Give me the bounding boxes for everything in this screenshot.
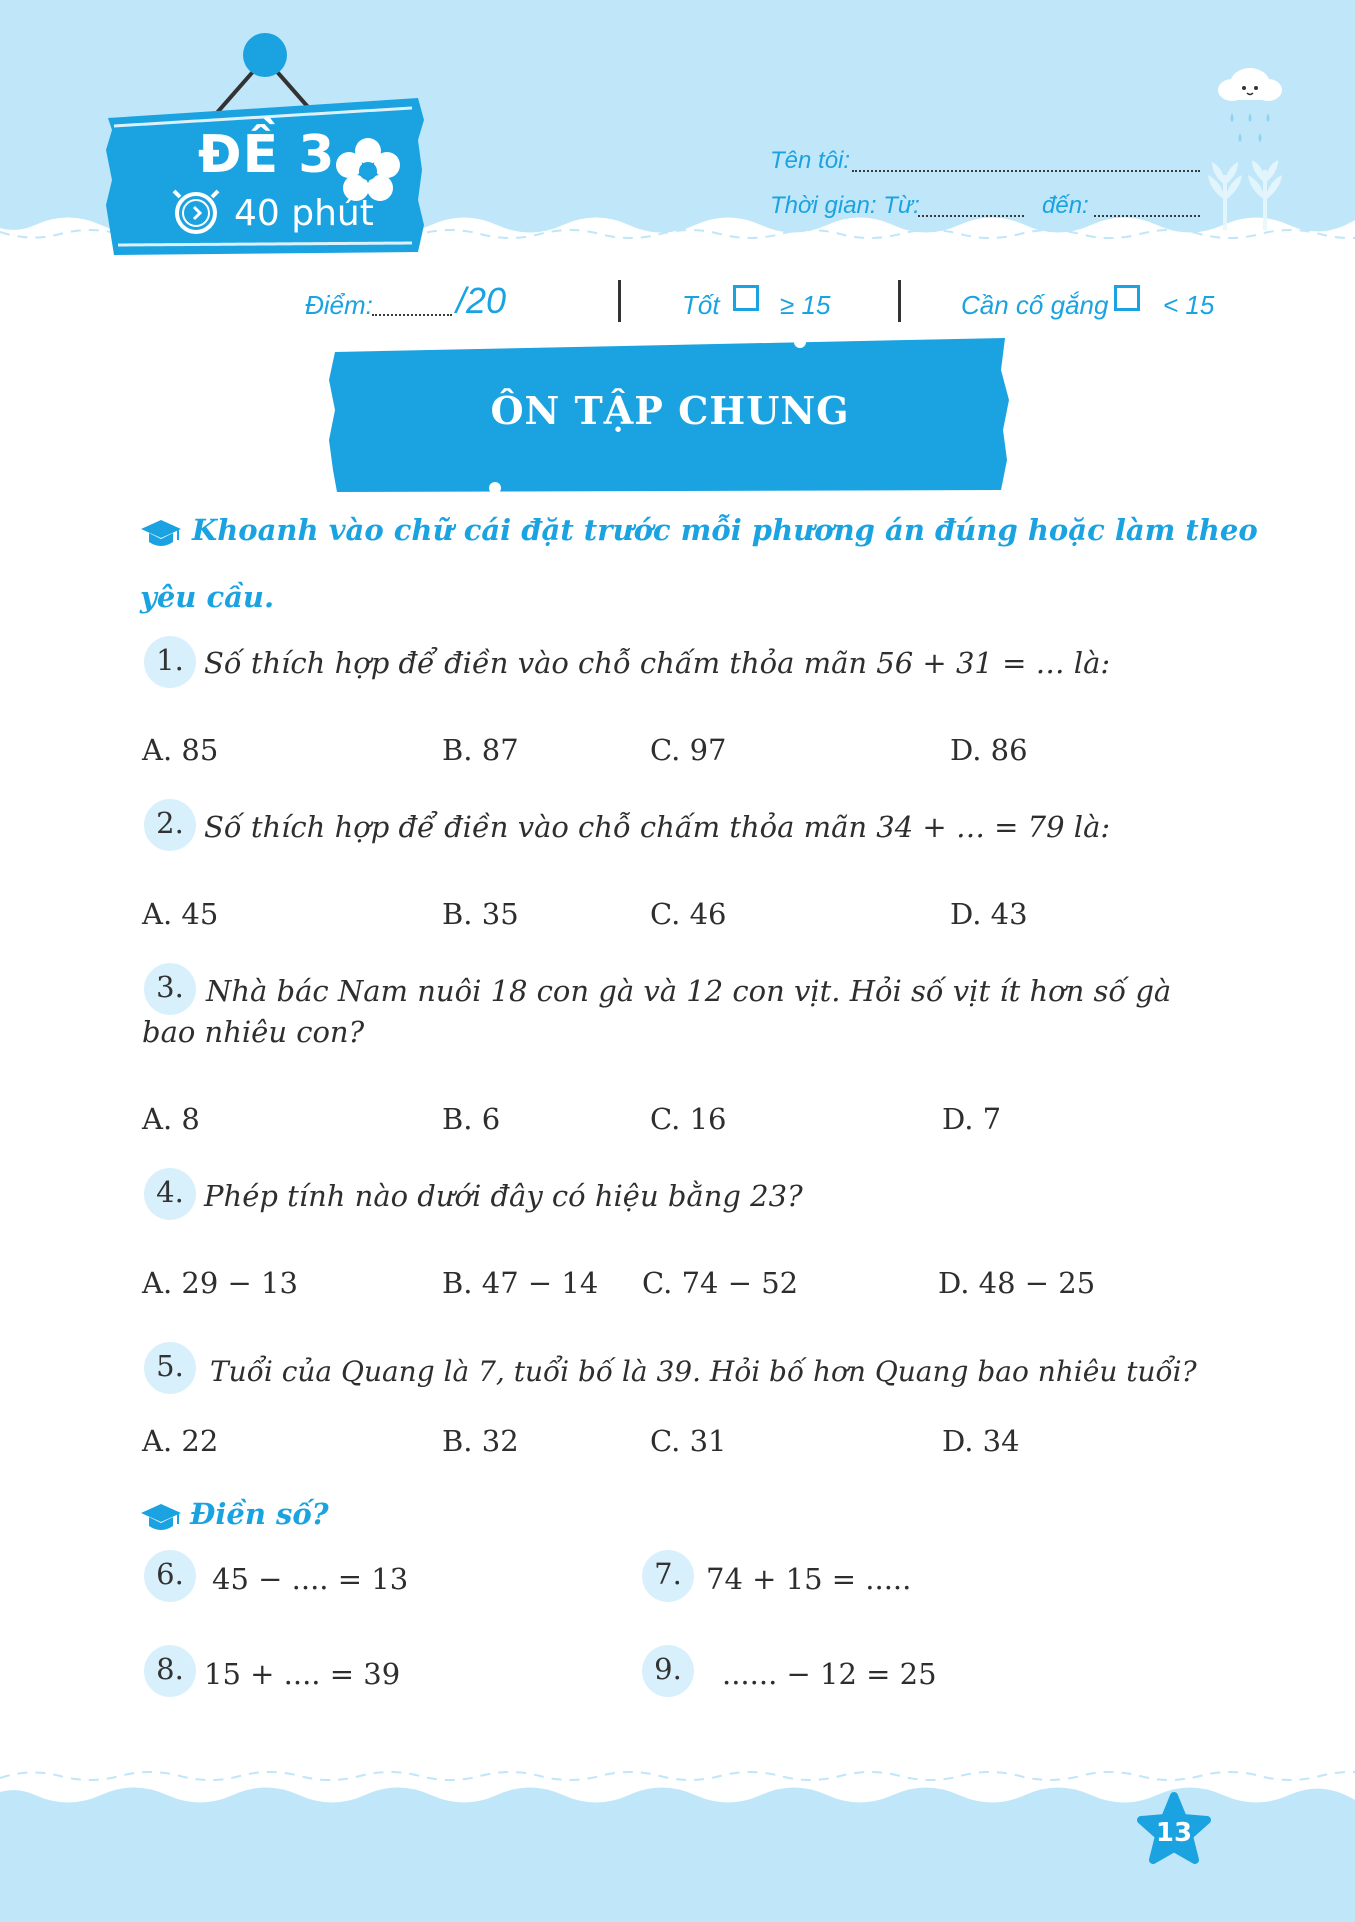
alarm-clock-icon: [170, 185, 222, 237]
page-number: 13: [1155, 1818, 1193, 1848]
option-d[interactable]: D. 43: [950, 897, 1028, 931]
question-number: 4.: [144, 1168, 196, 1220]
option-a[interactable]: A. 85: [142, 733, 219, 767]
section2-instruction: Điền số?: [190, 1497, 329, 1531]
option-b[interactable]: B. 6: [442, 1102, 501, 1136]
option-a[interactable]: A. 22: [142, 1424, 219, 1458]
option-c[interactable]: C. 97: [650, 733, 727, 767]
question-text-continued: bao nhiêu con?: [142, 1015, 365, 1049]
option-c[interactable]: C. 46: [650, 897, 727, 931]
badge-time: 40 phút: [234, 193, 374, 234]
option-d[interactable]: D. 86: [950, 733, 1028, 767]
time-from-label: Thời gian: Từ:: [770, 192, 920, 219]
graduation-cap-icon: [140, 518, 182, 548]
good-label: Tốt: [682, 290, 720, 320]
score-label: Điểm:: [305, 290, 373, 320]
graduation-cap-icon: [140, 1502, 182, 1532]
question-number: 5.: [144, 1342, 196, 1394]
option-a[interactable]: A. 8: [142, 1102, 200, 1136]
badge-title: ĐỀ 3: [198, 125, 336, 185]
question-text: Nhà bác Nam nuôi 18 con gà và 12 con vịt. Hỏi số vịt ít hơn số gà: [206, 974, 1172, 1008]
option-b[interactable]: B. 32: [442, 1424, 519, 1458]
score-total: /20: [456, 280, 507, 321]
instruction-line1: Khoanh vào chữ cái đặt trước mỗi phương án đúng hoặc làm theo: [192, 513, 1258, 547]
option-d[interactable]: D. 34: [942, 1424, 1020, 1458]
divider: [898, 280, 901, 322]
option-b[interactable]: B. 87: [442, 733, 519, 767]
fill-expression[interactable]: 45 − .... = 13: [212, 1562, 409, 1596]
divider: [618, 280, 621, 322]
score-field[interactable]: [372, 314, 452, 316]
question-number: 8.: [144, 1645, 196, 1697]
question-number: 7.: [642, 1550, 694, 1602]
try-checkbox[interactable]: [1114, 285, 1140, 311]
name-field[interactable]: [852, 170, 1200, 172]
fill-expression[interactable]: 15 + .... = 39: [204, 1657, 401, 1691]
option-a[interactable]: A. 45: [142, 897, 219, 931]
option-c[interactable]: C. 16: [650, 1102, 727, 1136]
time-to-field[interactable]: [1094, 215, 1200, 217]
option-d[interactable]: D. 7: [942, 1102, 1002, 1136]
fill-expression[interactable]: ...... − 12 = 25: [722, 1657, 937, 1691]
question-number: 3.: [144, 963, 196, 1015]
question-text: Phép tính nào dưới đây có hiệu bằng 23?: [204, 1179, 803, 1213]
good-threshold: ≥ 15: [780, 290, 831, 320]
time-from-field[interactable]: [918, 215, 1024, 217]
question-number: 9.: [642, 1645, 694, 1697]
cloud-icon: [1210, 58, 1290, 148]
good-checkbox[interactable]: [733, 285, 759, 311]
question-number: 1.: [144, 636, 196, 688]
question-number: 6.: [144, 1550, 196, 1602]
option-c[interactable]: C. 31: [650, 1424, 727, 1458]
option-d[interactable]: D. 48 − 25: [938, 1266, 1096, 1300]
banner-title: ÔN TẬP CHUNG: [490, 388, 850, 433]
option-c[interactable]: C. 74 − 52: [642, 1266, 799, 1300]
name-label: Tên tôi:: [770, 147, 851, 174]
option-b[interactable]: B. 35: [442, 897, 519, 931]
instruction-line2: yêu cầu.: [140, 580, 275, 614]
question-text: Tuổi của Quang là 7, tuổi bố là 39. Hỏi bố hơn Quang bao nhiêu tuổi?: [210, 1355, 1197, 1388]
question-number: 2.: [144, 799, 196, 851]
question-text: Số thích hợp để điền vào chỗ chấm thỏa mãn 34 + … = 79 là:: [204, 810, 1111, 844]
try-label: Cần cố gắng: [961, 290, 1109, 320]
try-threshold: < 15: [1163, 290, 1215, 320]
fill-expression[interactable]: 74 + 15 = .....: [706, 1562, 912, 1596]
option-a[interactable]: A. 29 − 13: [142, 1266, 298, 1300]
time-to-label: đến:: [1042, 192, 1089, 219]
option-b[interactable]: B. 47 − 14: [442, 1266, 599, 1300]
question-text: Số thích hợp để điền vào chỗ chấm thỏa mãn 56 + 31 = … là:: [204, 646, 1111, 680]
